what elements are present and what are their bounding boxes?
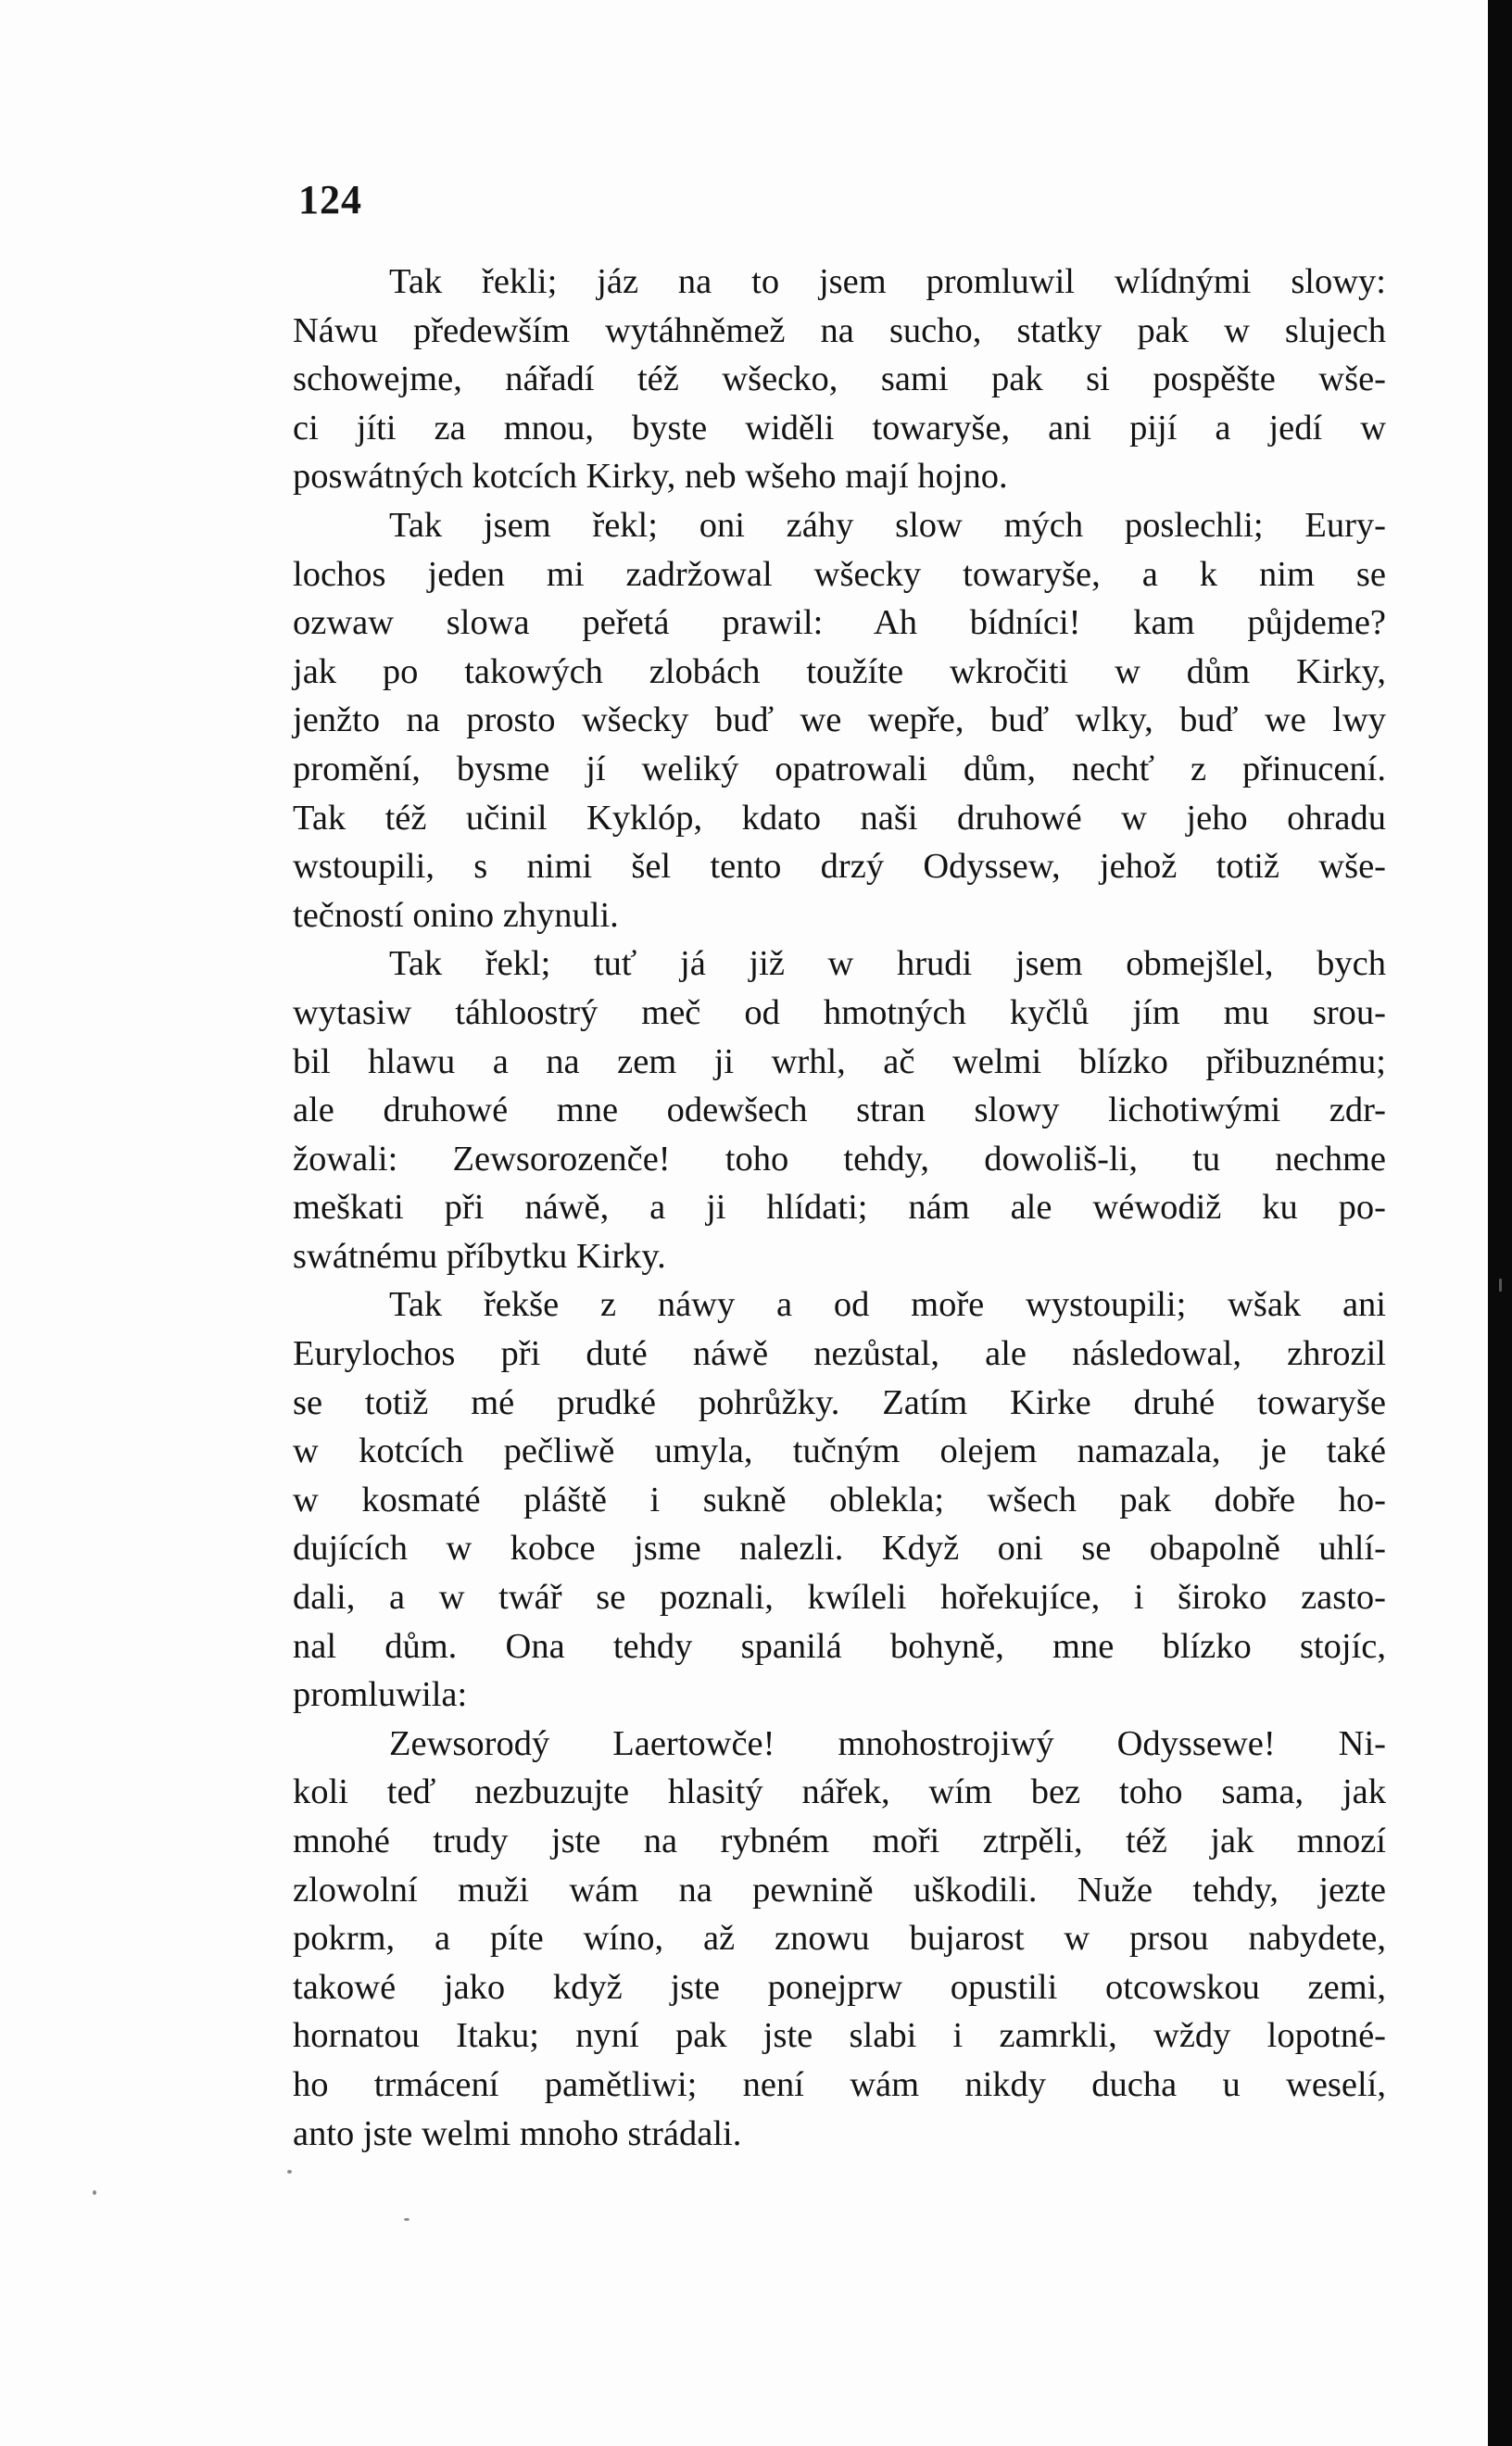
text-line: dujících w kobce jsme nalezli. Když oni se obapolně uhlí- [293, 1529, 1386, 1569]
text-line: Tak řekl; tuť já již w hrudi jsem obmejšlel, bych [389, 944, 1386, 984]
text-line: ozwaw slowa peřetá prawil: Ah bídníci! kam půjdeme? [293, 603, 1386, 643]
text-line: Náwu předewším wytáhněmež na sucho, statky pak w slujech [293, 310, 1386, 350]
text-line: zlowolní muži wám na pewnině uškodili. Nuže tehdy, jezte [293, 1870, 1386, 1910]
paragraph-1 [293, 258, 1386, 501]
text-line: Tak řekli; jáz na to jsem promluwil wlídnými slowy: [389, 262, 1386, 301]
scan-speck [287, 2170, 292, 2174]
text-line: w kotcích pečliwě umyla, tučným olejem namazala, je také [293, 1431, 1386, 1471]
text-line: w kosmaté pláště i sukně oblekla; wšech pak dobře ho- [293, 1480, 1386, 1519]
text-line: koli teď nezbuzujte hlasitý nářek, wím bez toho sama, jak [293, 1772, 1386, 1812]
text-line: ci jíti za mnou, byste widěli towaryše, ani pijí a jedí w [293, 408, 1386, 448]
paragraph-5 [293, 1720, 1386, 2158]
scan-speck [404, 2218, 410, 2221]
text-line: bil hlawu a na zem ji wrhl, ač welmi blízko přibuznému; [293, 1041, 1386, 1081]
text-line: wstoupili, s nimi šel tento drzý Odyssew, jehož totiž wše- [293, 847, 1386, 887]
text-line: wytasiw táhloostrý meč od hmotných kyčlů jím mu srou- [293, 992, 1386, 1032]
text-line: takowé jako když jste ponejprw opustili otcowskou zemi, [293, 1967, 1386, 2007]
text-line: ho trmácení pamětliwi; není wám nikdy ducha u weselí, [293, 2064, 1386, 2104]
paragraph-2 [293, 501, 1386, 939]
text-line: jenžto na prosto wšecky buď we wepře, buď wlky, buď we lwy [293, 700, 1386, 740]
text-line: se totiž mé prudké pohrůžky. Zatím Kirke druhé towaryše [293, 1382, 1386, 1422]
paragraph-4 [293, 1280, 1386, 1719]
paragraph-3 [293, 939, 1386, 1280]
text-line: ale druhowé mne odewšech stran slowy lichotiwými zdr- [293, 1091, 1386, 1130]
page-number: 124 [298, 177, 362, 222]
text-line: pokrm, a píte wíno, až znowu bujarost w prsou nabydete, [293, 1919, 1386, 1959]
text-line: žowali: Zewsorozenče! toho tehdy, dowoliš-li, tu nechme [293, 1139, 1386, 1179]
text-line: Tak jsem řekl; oni záhy slow mých poslechli; Eury- [389, 505, 1386, 545]
text-line: dali, a w twář se poznali, kwíleli hořekujíce, i široko zasto- [293, 1578, 1386, 1618]
text-line: Eurylochos při duté náwě nezůstal, ale následowal, zhrozil [293, 1334, 1386, 1374]
text-line: meškati při náwě, a ji hlídati; nám ale wéwodiž ku po- [293, 1188, 1386, 1228]
text-line: promluwila: [293, 1675, 468, 1715]
text-line: Tak též učinil Kyklóp, kdato naši druhowé w jeho ohradu [293, 798, 1386, 838]
scan-speck [1499, 1279, 1502, 1292]
text-line: anto jste welmi mnoho strádali. [293, 2113, 742, 2153]
text-line: schowejme, nářadí též wšecko, sami pak si pospěšte wše- [293, 359, 1386, 399]
text-line: tečností onino zhynuli. [293, 895, 619, 935]
text-line: promění, bysme jí weliký opatrowali dům, nechť z přinucení. [293, 749, 1386, 788]
text-line: Zewsorodý Laertowče! mnohostrojiwý Odyssewe! Ni- [389, 1723, 1386, 1763]
text-line: swátnému příbytku Kirky. [293, 1236, 666, 1276]
text-line: Tak řekše z náwy a od moře wystoupili; wšak ani [389, 1285, 1386, 1325]
text-line: jak po takowých zlobách toužíte wkročiti w dům Kirky, [293, 651, 1386, 691]
text-line: lochos jeden mi zadržowal wšecky towaryše, a k nim se [293, 554, 1386, 594]
body-text [293, 258, 1386, 2158]
text-line: nal dům. Ona tehdy spanilá bohyně, mne blízko stojíc, [293, 1626, 1386, 1666]
scan-speck [93, 2190, 96, 2195]
text-line: hornatou Itaku; nyní pak jste slabi i zamrkli, wždy lopotné- [293, 2016, 1386, 2056]
text-line: mnohé trudy jste na rybném moři ztrpěli, též jak mnozí [293, 1822, 1386, 1860]
text-line: poswátných kotcích Kirky, neb wšeho mají hojno. [293, 457, 1008, 497]
scan-edge-bar [1488, 0, 1512, 2446]
